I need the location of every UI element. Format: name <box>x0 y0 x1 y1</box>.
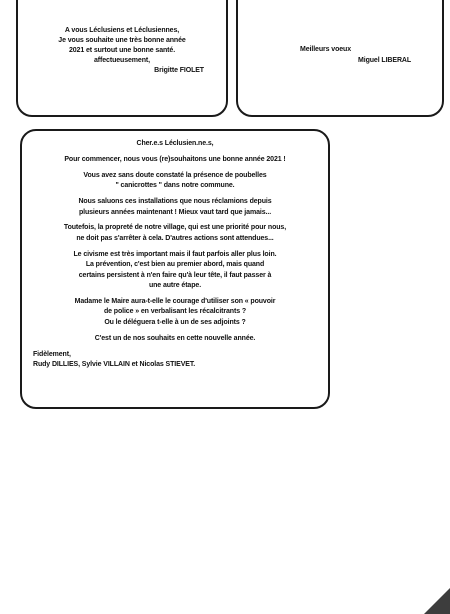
letter-line: plusieurs années maintenant ! Mieux vaut tard que jamais... <box>78 208 272 216</box>
letter-line: certains persistent à n'en faire qu'à leur tête, il faut passer à <box>78 271 272 279</box>
wishes-text-brigitte <box>18 26 226 76</box>
letter-line: Toutefois, la propreté de notre village, qui est une priorité pour nous, <box>63 224 287 232</box>
letter-box <box>20 129 330 409</box>
letter-line: Vous avez sans doute constaté la présence de poubelles <box>83 171 267 179</box>
letter-paragraph <box>22 155 328 165</box>
letter-line: Ou le déléguera t-elle à un de ses adjoints ? <box>104 318 246 326</box>
wish-greeting: Meilleurs voeux <box>300 46 352 53</box>
letter-paragraph <box>22 334 328 344</box>
letter-line: de police » en verbalisant les récalcitrants ? <box>103 308 247 316</box>
letter-closing: Fidèlement, <box>33 350 71 358</box>
letter-paragraph <box>22 223 328 244</box>
letter-paragraph <box>22 171 328 192</box>
wish-line: 2021 et surtout une bonne santé. <box>68 47 176 54</box>
letter-paragraph <box>22 250 328 292</box>
wish-line: affectueusement, <box>94 57 150 64</box>
letter-paragraph <box>22 197 328 218</box>
wish-line: Je vous souhaite une très bonne année <box>58 37 186 44</box>
letter-salutation: Cher.e.s Léclusien.ne.s, <box>136 140 214 147</box>
wish-signature: Miguel LIBERAL <box>358 57 412 64</box>
page-corner-tab <box>424 574 450 614</box>
letter-signatories: Rudy DILLIES, Sylvie VILLAIN et Nicolas STIEVET. <box>33 360 196 368</box>
letter-paragraph <box>22 297 328 328</box>
letter-line: une autre étape. <box>148 281 202 289</box>
letter-line: Nous saluons ces installations que nous réclamions depuis <box>78 198 272 206</box>
wish-signature: Brigitte FIOLET <box>154 67 204 74</box>
wish-line: A vous Léclusiens et Léclusiennes, <box>64 27 180 34</box>
letter-line: Madame le Maire aura-t-elle le courage d'utiliser son « pouvoir <box>74 297 276 305</box>
letter-line: ne doit pas s'arrêter à cela. D'autres actions sont attendues... <box>76 234 274 242</box>
letter-body <box>22 139 328 370</box>
wishes-box-brigitte <box>16 0 228 117</box>
letter-line: " canicrottes " dans notre commune. <box>115 182 235 190</box>
letter-line: La prévention, c'est bien au premier abord, mais quand <box>85 261 265 269</box>
letter-line: Pour commencer, nous vous (re)souhaitons une bonne année 2021 ! <box>64 155 286 163</box>
letter-line: C'est un de nos souhaits en cette nouvelle année. <box>94 334 256 342</box>
letter-line: Le civisme est très important mais il faut parfois aller plus loin. <box>73 250 277 258</box>
wishes-box-miguel <box>236 0 444 117</box>
